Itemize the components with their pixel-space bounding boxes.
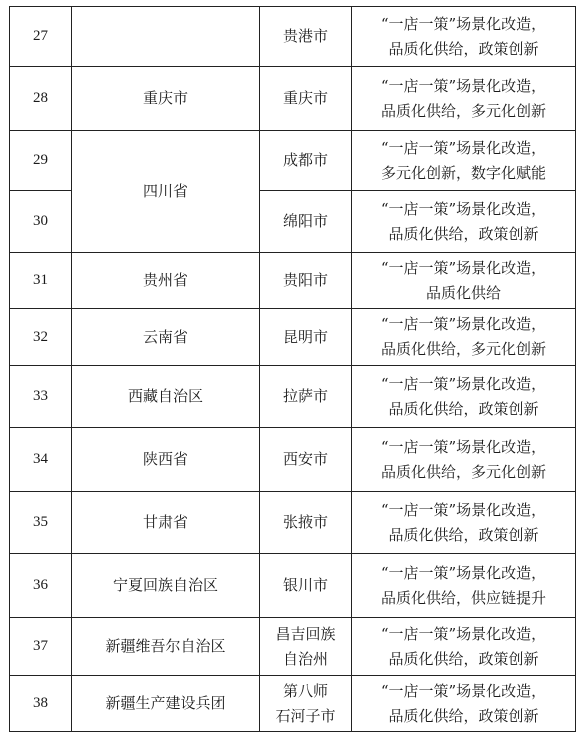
province-cell: 西藏自治区 xyxy=(72,366,260,428)
measure-cell: “一店一策”场景化改造， 品质化供给，政策创新 xyxy=(352,618,576,676)
table-row xyxy=(10,554,576,618)
province-cell: 宁夏回族自治区 xyxy=(72,554,260,618)
province-cell: 新疆维吾尔自治区 xyxy=(72,618,260,676)
row-number: 27 xyxy=(10,7,72,67)
row-number: 38 xyxy=(10,676,72,732)
city-cell: 昆明市 xyxy=(260,309,352,366)
row-number: 36 xyxy=(10,554,72,618)
table-row xyxy=(10,428,576,492)
table-row xyxy=(10,366,576,428)
row-number: 30 xyxy=(10,191,72,253)
city-cell: 贵阳市 xyxy=(260,253,352,309)
table-row xyxy=(10,7,576,67)
city-cell: 西安市 xyxy=(260,428,352,492)
measure-cell: “一店一策”场景化改造， 品质化供给，政策创新 xyxy=(352,191,576,253)
row-number: 34 xyxy=(10,428,72,492)
province-cell: 云南省 xyxy=(72,309,260,366)
city-cell: 贵港市 xyxy=(260,7,352,67)
city-cell: 拉萨市 xyxy=(260,366,352,428)
measure-cell: “一店一策”场景化改造， 品质化供给，政策创新 xyxy=(352,366,576,428)
measure-cell: “一店一策”场景化改造， 品质化供给，政策创新 xyxy=(352,7,576,67)
row-number: 28 xyxy=(10,67,72,131)
pilot-city-table xyxy=(9,6,576,732)
city-cell: 昌吉回族 自治州 xyxy=(260,618,352,676)
table-row xyxy=(10,309,576,366)
table-row xyxy=(10,67,576,131)
province-cell xyxy=(72,7,260,67)
city-cell: 绵阳市 xyxy=(260,191,352,253)
city-cell: 张掖市 xyxy=(260,492,352,554)
table-row xyxy=(10,618,576,676)
table-row xyxy=(10,492,576,554)
province-cell: 贵州省 xyxy=(72,253,260,309)
province-cell: 新疆生产建设兵团 xyxy=(72,676,260,732)
table-row xyxy=(10,676,576,732)
row-number: 35 xyxy=(10,492,72,554)
row-number: 31 xyxy=(10,253,72,309)
row-number: 32 xyxy=(10,309,72,366)
measure-cell: “一店一策”场景化改造， 品质化供给，供应链提升 xyxy=(352,554,576,618)
row-number: 33 xyxy=(10,366,72,428)
city-cell: 重庆市 xyxy=(260,67,352,131)
city-cell: 银川市 xyxy=(260,554,352,618)
city-cell: 第八师 石河子市 xyxy=(260,676,352,732)
province-cell: 甘肃省 xyxy=(72,492,260,554)
table-row xyxy=(10,131,576,191)
province-cell: 四川省 xyxy=(72,131,260,253)
measure-cell: “一店一策”场景化改造， 品质化供给 xyxy=(352,253,576,309)
city-cell: 成都市 xyxy=(260,131,352,191)
measure-cell: “一店一策”场景化改造， 品质化供给，多元化创新 xyxy=(352,428,576,492)
table-row xyxy=(10,253,576,309)
row-number: 29 xyxy=(10,131,72,191)
measure-cell: “一店一策”场景化改造， 品质化供给，多元化创新 xyxy=(352,67,576,131)
measure-cell: “一店一策”场景化改造， 品质化供给，政策创新 xyxy=(352,676,576,732)
measure-cell: “一店一策”场景化改造， 多元化创新，数字化赋能 xyxy=(352,131,576,191)
province-cell: 重庆市 xyxy=(72,67,260,131)
province-cell: 陕西省 xyxy=(72,428,260,492)
measure-cell: “一店一策”场景化改造， 品质化供给，多元化创新 xyxy=(352,309,576,366)
measure-cell: “一店一策”场景化改造， 品质化供给，政策创新 xyxy=(352,492,576,554)
row-number: 37 xyxy=(10,618,72,676)
